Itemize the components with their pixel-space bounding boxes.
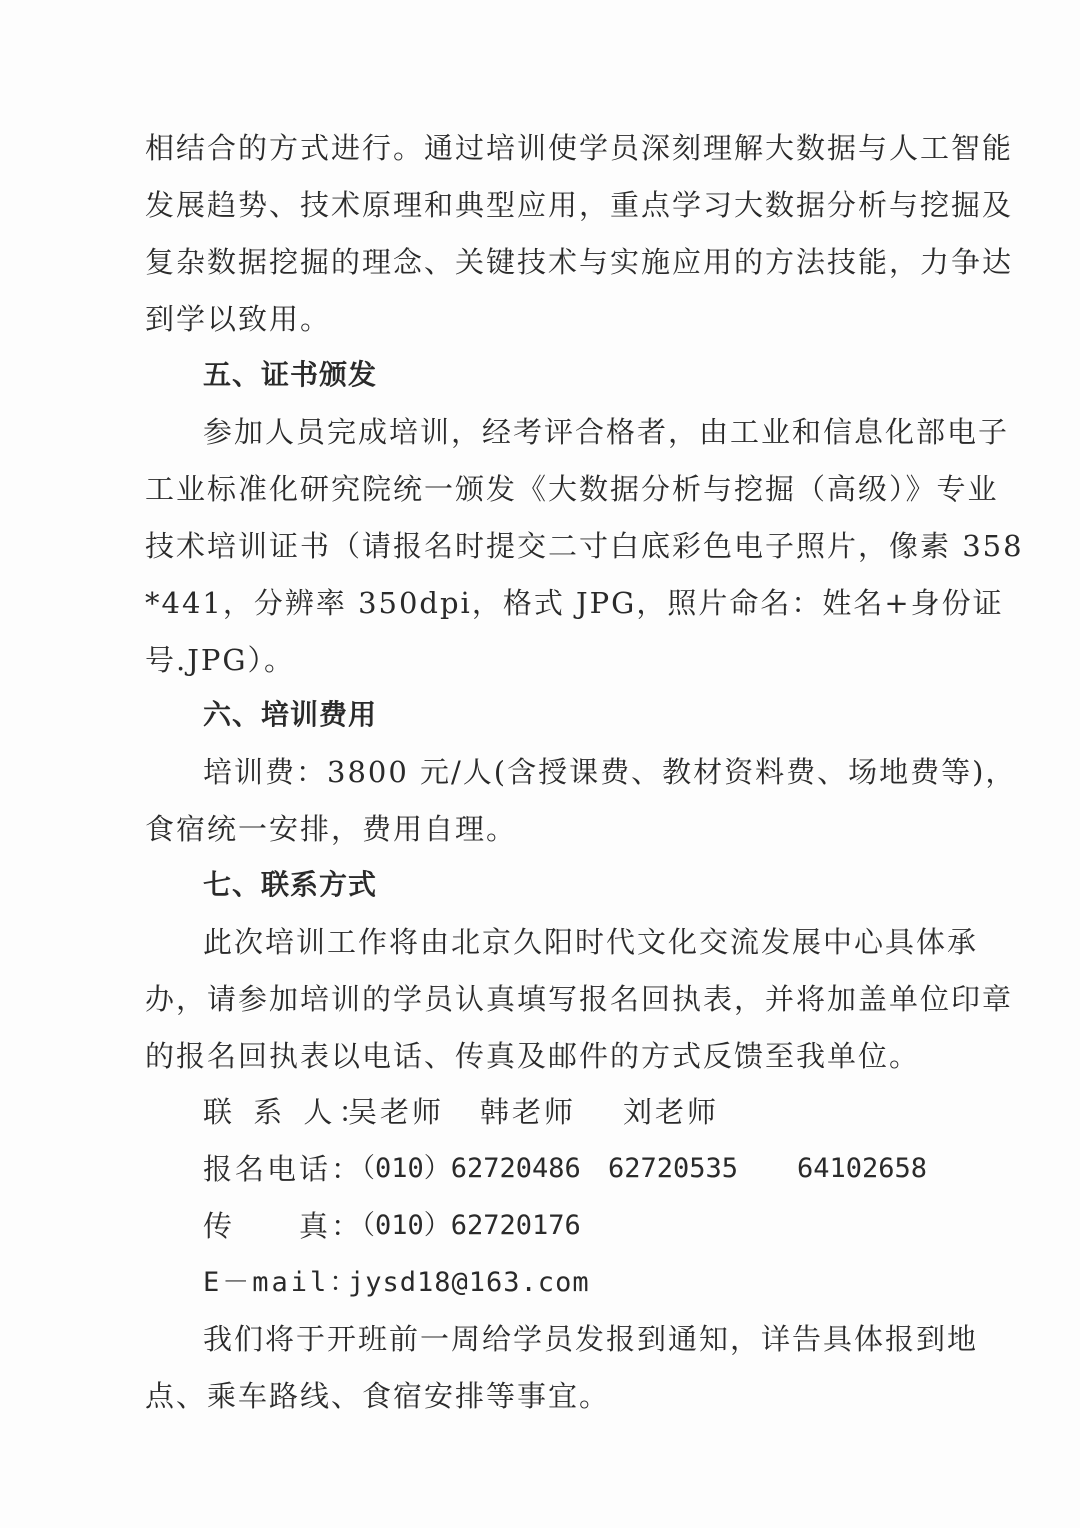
section7-line-2: 办，请参加培训的学员认真填写报名回执表，并将加盖单位印章	[145, 982, 1014, 1016]
closing-line-1: 我们将于开班前一周给学员发报到通知，详告具体报到地	[203, 1322, 979, 1356]
section6-line-1: 培训费：3800 元/人(含授课费、教材资料费、场地费等)，	[203, 755, 1017, 789]
section6-line-2: 食宿统一安排，费用自理。	[145, 812, 518, 846]
contact-name-liu: 刘老师	[623, 1095, 720, 1129]
section7-line-1: 此次培训工作将由北京久阳时代文化交流发展中心具体承	[203, 925, 979, 959]
section5-line-5: 号.JPG）。	[145, 643, 296, 677]
section-heading-certificate: 五、证书颁发	[203, 358, 378, 391]
email-label: E－mail：	[203, 1267, 360, 1298]
section-heading-fees: 六、培训费用	[203, 698, 378, 731]
contact-name-wu: 吴老师	[348, 1095, 445, 1129]
email-address: jysd18@163.com	[348, 1267, 590, 1298]
intro-line-4: 到学以致用。	[145, 302, 332, 336]
contact-persons-label: 联 系 人：	[203, 1095, 374, 1129]
contact-name-han: 韩老师	[480, 1095, 577, 1129]
section7-line-3: 的报名回执表以电话、传真及邮件的方式反馈至我单位。	[145, 1039, 921, 1073]
phone-label: 报名电话：	[203, 1152, 364, 1186]
section5-line-4: *441，分辨率 350dpi，格式 JPG，照片命名：姓名+身份证	[145, 586, 1004, 620]
intro-line-1: 相结合的方式进行。通过培训使学员深刻理解大数据与人工智能	[145, 131, 1014, 165]
section-heading-contact: 七、联系方式	[203, 868, 378, 901]
closing-line-2: 点、乘车路线、食宿安排等事宜。	[145, 1379, 611, 1413]
fax-label: 传 真：	[203, 1209, 364, 1243]
section5-line-1: 参加人员完成培训，经考评合格者，由工业和信息化部电子	[203, 415, 1010, 449]
phone-number-1: （010）62720486	[348, 1153, 581, 1184]
phone-number-3: 64102658	[797, 1153, 928, 1184]
section5-line-3: 技术培训证书（请报名时提交二寸白底彩色电子照片，像素 358	[145, 529, 1024, 563]
section5-line-2: 工业标准化研究院统一颁发《大数据分析与挖掘（高级）》专业	[145, 472, 999, 506]
fax-number: （010）62720176	[348, 1210, 581, 1241]
intro-line-3: 复杂数据挖掘的理念、关键技术与实施应用的方法技能，力争达	[145, 245, 1014, 279]
phone-number-2: 62720535	[608, 1153, 739, 1184]
intro-line-2: 发展趋势、技术原理和典型应用，重点学习大数据分析与挖掘及	[145, 188, 1014, 222]
